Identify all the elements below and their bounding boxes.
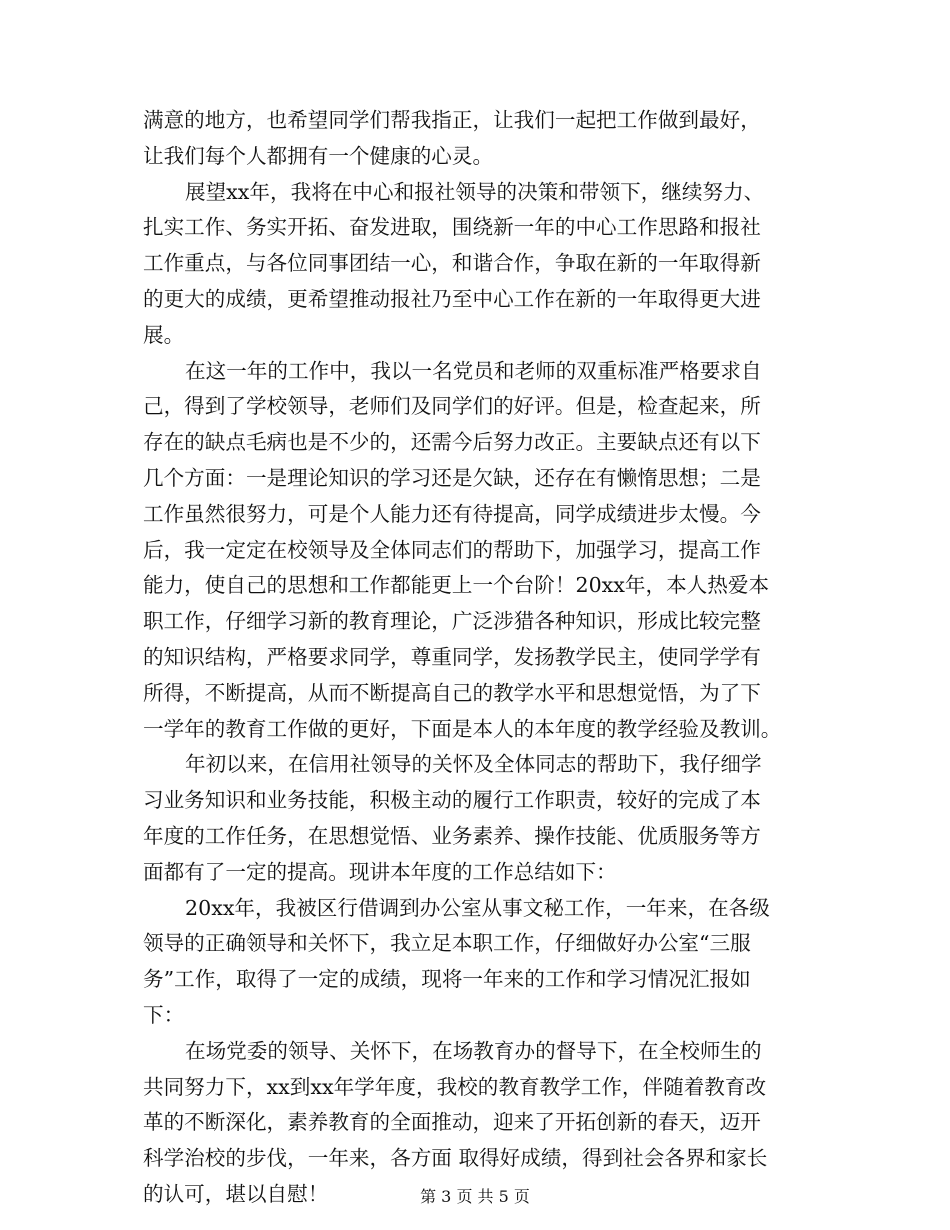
text-line: 下： [143, 1002, 185, 1027]
text-line: 年度的工作任务，在思想觉悟、业务素养、操作技能、优质服务等方 [143, 823, 761, 848]
text-line: 扎实工作、务实开拓、奋发进取，围绕新一年的中心工作思路和报社 [143, 215, 761, 240]
text-line: 领导的正确领导和关怀下，我立足本职工作，仔细做好办公室“三服 [143, 931, 751, 956]
text-line: 革的不断深化，素养教育的全面推动，迎来了开拓创新的春天，迈开 [143, 1110, 761, 1135]
text-line: 职工作，仔细学习新的教育理论，广泛涉猎各种知识，形成比较完整 [143, 609, 761, 634]
text-line: 存在的缺点毛病也是不少的，还需今后努力改正。主要缺点还有以下 [143, 430, 761, 455]
text-line: 后，我一定定在校领导及全体同志们的帮助下，加强学习，提高工作 [143, 537, 761, 562]
text-line: 满意的地方，也希望同学们帮我指正，让我们一起把工作做到最好， [143, 108, 761, 132]
text-line: 几个方面：一是理论知识的学习还是欠缺，还存在有懒惰思想；二是 [143, 465, 761, 490]
text-line: 让我们每个人都拥有一个健康的心灵。 [143, 143, 494, 168]
text-line: 一学年的教育工作做的更好，下面是本人的本年度的教学经验及教训。 [143, 716, 782, 741]
text-line: 在场党委的领导、关怀下，在场教育办的督导下，在全校师生的 [185, 1038, 762, 1063]
text-line: 能力，使自己的思想和工作都能更上一个台阶！20xx年，本人热爱本 [143, 573, 770, 598]
text-line: 务”工作，取得了一定的成绩，现将一年来的工作和学习情况汇报如 [143, 967, 751, 992]
text-line: 共同努力下，xx到xx年学年度，我校的教育教学工作，伴随着教育改 [143, 1074, 767, 1099]
page-number-footer: 第 3 页 共 5 页 [420, 1187, 530, 1206]
text-line: 的认可，堪以自慰！ [143, 1181, 329, 1206]
text-line: 工作重点，与各位同事团结一心，和谐合作，争取在新的一年取得新 [143, 251, 761, 276]
text-line: 所得，不断提高，从而不断提高自己的教学水平和思想觉悟，为了下 [143, 680, 761, 705]
text-line: 工作虽然很努力，可是个人能力还有待提高，同学成绩进步太慢。今 [143, 501, 761, 526]
text-line: 展望xx年，我将在中心和报社领导的决策和带领下，继续努力、 [185, 179, 765, 204]
text-line: 科学治校的步伐，一年来，各方面 取得好成绩，得到社会各界和家长 [143, 1146, 768, 1171]
text-line: 20xx年，我被区行借调到办公室从事文秘工作，一年来，在各级 [185, 895, 770, 920]
text-line: 的知识结构，严格要求同学，尊重同学，发扬教学民主，使同学学有 [143, 644, 761, 669]
document-body [143, 103, 807, 1213]
text-line: 习业务知识和业务技能，积极主动的履行工作职责，较好的完成了本 [143, 788, 761, 813]
text-line: 面都有了一定的提高。现讲本年度的工作总结如下： [143, 859, 617, 884]
text-line: 年初以来，在信用社领导的关怀及全体同志的帮助下，我仔细学 [185, 752, 762, 777]
text-line: 的更大的成绩，更希望推动报社乃至中心工作在新的一年取得更大进 [143, 286, 761, 311]
text-line: 在这一年的工作中，我以一名党员和老师的双重标准严格要求自 [185, 358, 762, 383]
text-line: 展。 [143, 322, 185, 347]
text-line: 己，得到了学校领导，老师们及同学们的好评。但是，检查起来，所 [143, 394, 761, 419]
